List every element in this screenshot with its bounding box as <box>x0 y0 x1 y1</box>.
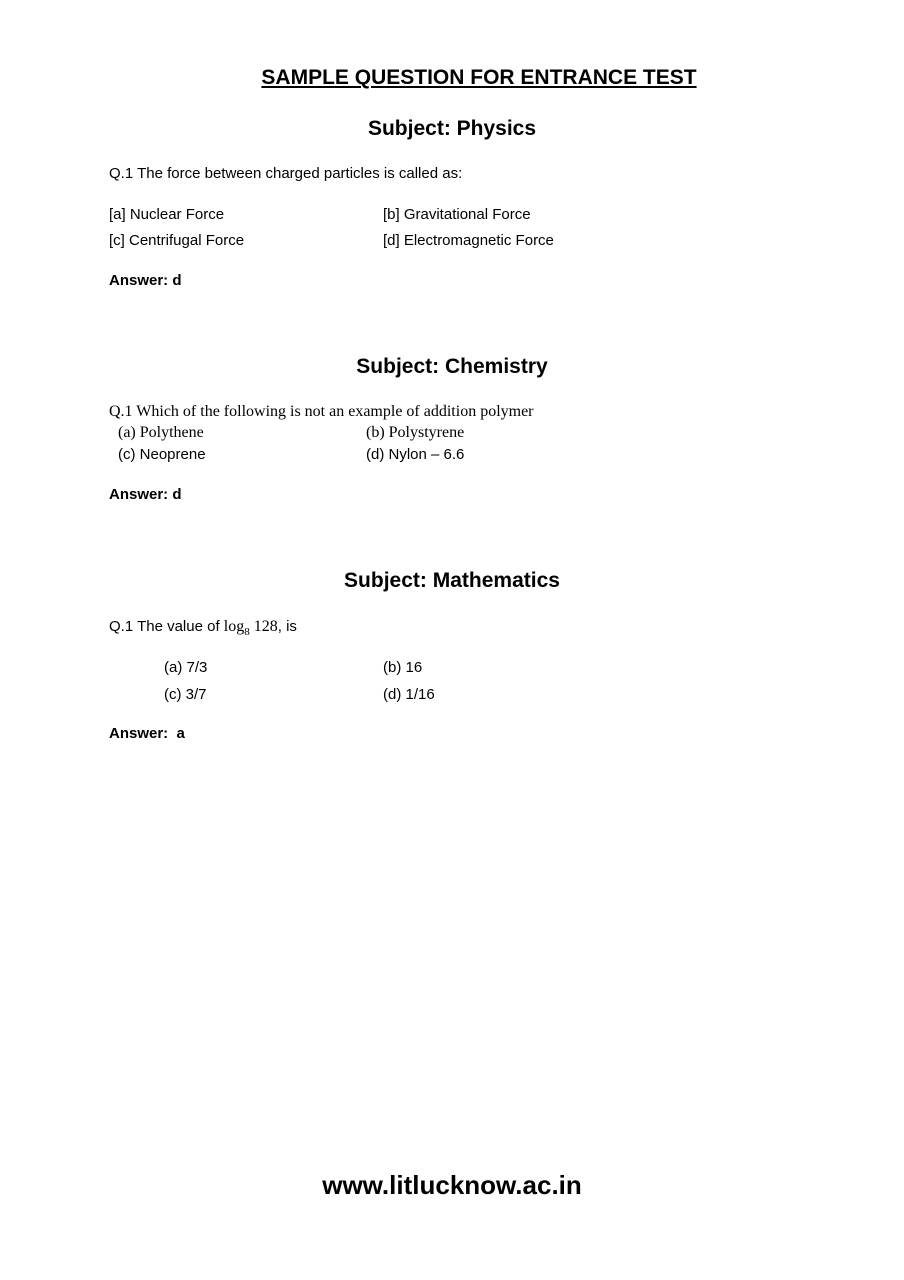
mathematics-question <box>109 618 297 638</box>
physics-option-c: [c] Centrifugal Force <box>109 232 245 249</box>
footer-website: www.litlucknow.ac.in <box>322 1170 582 1200</box>
physics-heading: Subject: Physics <box>367 117 537 140</box>
mathematics-question-suffix: , is <box>277 618 297 635</box>
mathematics-option-a: (a) 7/3 <box>164 659 208 676</box>
mathematics-option-d: (d) 1/16 <box>383 686 435 703</box>
physics-question: Q.1 The force between charged particles is called as: <box>109 165 463 182</box>
physics-answer: Answer: d <box>109 272 182 289</box>
chemistry-question: Q.1 Which of the following is not an example of addition polymer <box>109 403 534 420</box>
log-expression <box>223 618 278 639</box>
physics-option-b: [b] Gravitational Force <box>383 206 531 223</box>
log-argument: 128 <box>249 618 278 635</box>
chemistry-option-b: (b) Polystyrene <box>366 424 465 441</box>
mathematics-option-b: (b) 16 <box>383 659 423 676</box>
mathematics-option-c: (c) 3/7 <box>164 686 207 703</box>
chemistry-heading: Subject: Chemistry <box>356 355 548 378</box>
mathematics-heading: Subject: Mathematics <box>344 569 560 592</box>
mathematics-answer: Answer: a <box>109 725 185 742</box>
physics-option-a: [a] Nuclear Force <box>109 206 225 223</box>
mathematics-question-prefix: Q.1 The value of <box>109 618 224 635</box>
chemistry-answer: Answer: d <box>109 486 182 503</box>
chemistry-option-a: (a) Polythene <box>118 424 204 441</box>
chemistry-option-c: (c) Neoprene <box>118 446 206 463</box>
log-text: log <box>223 618 245 635</box>
page-title: SAMPLE QUESTION FOR ENTRANCE TEST <box>261 66 697 89</box>
chemistry-option-d: (d) Nylon – 6.6 <box>366 446 465 463</box>
log-base: 8 <box>244 626 250 639</box>
physics-option-d: [d] Electromagnetic Force <box>383 232 554 249</box>
